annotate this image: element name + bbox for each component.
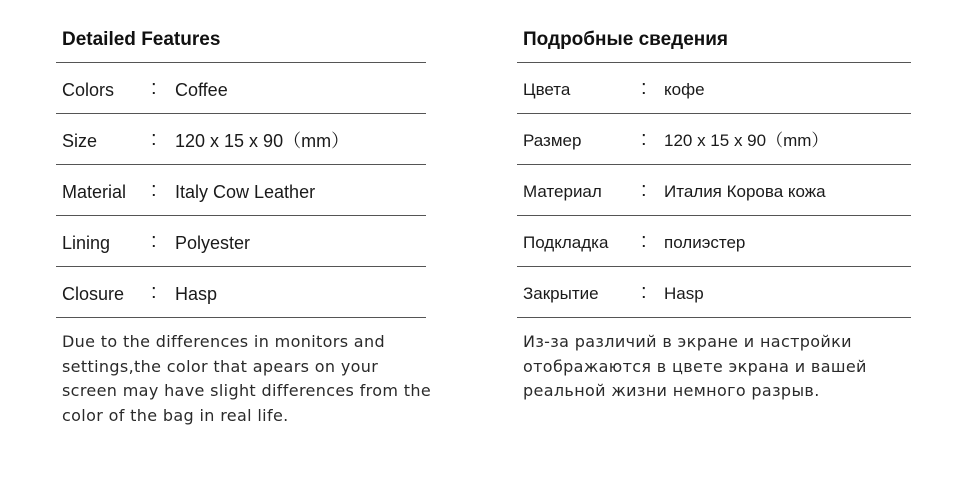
row-label: Size [62,131,98,151]
row-value: Hasp [664,284,704,303]
table-row-closure [517,267,911,318]
english-features-table [56,62,426,318]
row-label: Подкладка [523,233,609,252]
note-line: Из-за различий в экране и настройки [523,332,852,351]
row-value: Polyester [175,233,251,253]
row-value: 120 x 15 x 90（mm） [664,131,829,150]
row-label: Material [62,182,127,202]
note-line: отображаются в цвете экрана и вашей [523,356,867,376]
table-row-material [517,165,911,216]
row-colon: : [151,179,157,201]
row-value: полиэстер [664,233,746,252]
note-line: settings,the color that apears on your [62,356,379,376]
row-colon: : [641,230,647,252]
row-colon: : [151,128,157,150]
table-row-lining [56,216,426,267]
table-row-closure [56,267,426,318]
table-row-material [56,165,426,216]
russian-color-disclaimer [523,330,915,404]
table-row-lining [517,216,911,267]
english-color-disclaimer [62,330,442,428]
russian-features-table [517,62,911,318]
row-colon: : [151,77,157,99]
row-colon: : [641,77,647,99]
row-colon: : [641,128,647,150]
note-line: screen may have slight differences from the [62,381,432,400]
row-value: 120 x 15 x 90（mm） [175,131,350,151]
row-label: Закрытие [523,284,599,303]
row-label: Материал [523,182,602,201]
row-colon: : [151,230,157,252]
row-value: Italy Cow Leather [175,182,316,202]
russian-title: Подробные сведения [523,29,729,50]
row-colon: : [641,281,647,303]
row-label: Размер [523,131,582,150]
row-label: Closure [62,284,125,304]
row-label: Lining [62,233,111,253]
table-row-size [517,114,911,165]
table-row-colors [56,63,426,114]
row-colon: : [641,179,647,201]
note-line: color of the bag in real life. [62,405,289,425]
row-colon: : [151,281,157,303]
note-line: реальной жизни немного разрыв. [523,381,820,400]
row-label: Цвета [523,80,571,99]
table-row-size [56,114,426,165]
table-row-colors [517,63,911,114]
row-value: Coffee [175,80,228,100]
english-title: Detailed Features [62,29,221,50]
row-label: Colors [62,80,115,100]
row-value: Италия Корова кожа [664,182,826,201]
row-value: Hasp [175,284,218,304]
row-value: кофе [664,80,705,99]
note-line: Due to the differences in monitors and [62,332,385,351]
